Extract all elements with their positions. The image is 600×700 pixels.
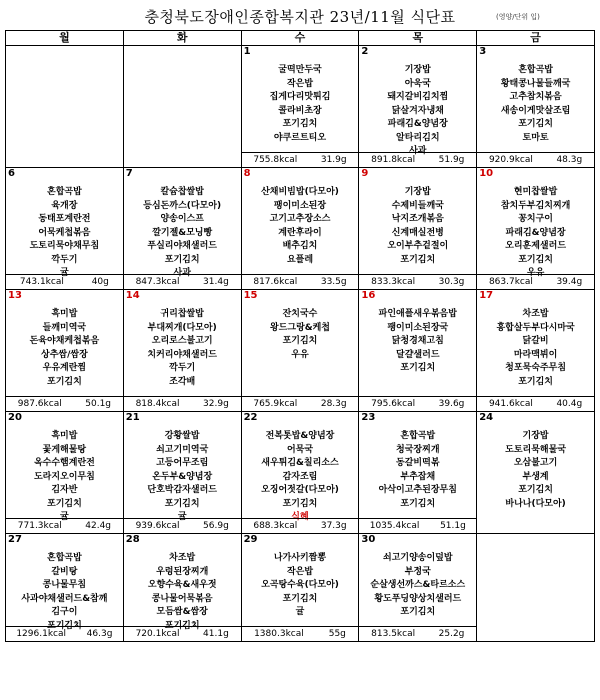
nutrition-row (242, 518, 359, 533)
menu-item: 흑미밥 (51, 431, 78, 441)
calories-value: 847.3kcal (135, 277, 180, 287)
menu-item: 굴떡만두국 (278, 65, 322, 75)
menu-list (477, 546, 594, 552)
protein-value: 40.4g (556, 399, 583, 409)
week-row (6, 168, 595, 290)
menu-item: 수제비들깨국 (391, 200, 444, 211)
menu-item: 포기김치 (518, 254, 553, 265)
weekday-header: 목 (359, 31, 477, 46)
day-number: 13 (8, 290, 22, 301)
day-number: 3 (479, 46, 487, 57)
menu-item: 귀리찹쌀밥 (160, 309, 204, 319)
menu-item: 어묵국 (286, 444, 314, 455)
menu-item: 포기김치 (400, 363, 436, 373)
day-cell (241, 534, 359, 642)
menu-item: 요플레 (286, 254, 314, 265)
menu-item: 오삼불고기 (513, 458, 558, 468)
menu-item: 돼지갈비김치찜 (387, 92, 449, 102)
calories-value: 941.6kcal (488, 399, 533, 409)
menu-item: 칼슘찹쌀밥 (160, 187, 204, 197)
day-number: 14 (125, 290, 140, 301)
nutrition-row (242, 626, 359, 641)
nutrition-row (359, 152, 476, 167)
menu-item: 포기김치 (164, 498, 200, 509)
menu-item: 팽이미소된장국 (387, 322, 449, 333)
day-number: 9 (361, 168, 369, 179)
menu-item: 감자조림 (282, 471, 318, 482)
protein-value: 39.4g (556, 277, 583, 287)
menu-item: 포기김치 (47, 498, 82, 509)
nutrition-row (359, 274, 476, 289)
menu-item: 포기김치 (47, 620, 82, 631)
menu-list (242, 180, 359, 267)
menu-item: 꽁치구이 (518, 214, 553, 224)
menu-item: 포기김치 (282, 336, 318, 346)
menu-item: 닭청경채고침 (391, 336, 444, 346)
menu-item: 포기김치 (400, 607, 436, 617)
protein-value: 32.9g (203, 399, 229, 409)
menu-item: 아삭이고추된장무침 (378, 485, 457, 495)
nutrition-row (477, 274, 594, 289)
day-cell (6, 534, 124, 642)
menu-item: 귤 (177, 512, 187, 522)
week-row (6, 534, 595, 642)
calories-value: 795.6kcal (371, 399, 416, 409)
week-row (6, 46, 595, 168)
nutrition-row (477, 396, 594, 411)
day-number: 15 (243, 290, 258, 301)
menu-item: 오향수육&새우젓 (147, 580, 217, 590)
menu-item: 파인애플새우볶음밥 (378, 309, 457, 319)
week-row (6, 290, 595, 412)
day-cell (477, 534, 595, 642)
menu-item: 고추참치볶음 (509, 92, 562, 102)
menu-item: 토마토 (522, 132, 549, 143)
protein-value: 46.3g (86, 629, 113, 639)
menu-item: 쇠고기미역국 (156, 444, 209, 455)
menu-item: 귤 (295, 607, 305, 617)
menu-item: 오곡탕수육(다모아) (261, 580, 339, 590)
day-number: 1 (243, 46, 251, 57)
menu-item: 갈비탕 (51, 566, 78, 577)
calories-value: 833.3kcal (371, 277, 416, 287)
menu-item: 순살생선까스&타르소스 (370, 580, 466, 590)
calories-value: 1380.3kcal (254, 629, 304, 639)
nutrition-row (359, 626, 476, 641)
menu-item: 김자반 (51, 485, 78, 495)
menu-item: 잔치국수 (282, 309, 318, 319)
day-cell (477, 46, 595, 168)
calories-value: 813.5kcal (371, 629, 416, 639)
calories-value: 688.3kcal (253, 521, 298, 531)
day-number: 29 (243, 534, 258, 545)
menu-item: 닭갈비 (522, 336, 549, 346)
menu-item: 황도푸딩양상치샐러드 (374, 593, 462, 604)
menu-item: 알타리김치 (396, 132, 440, 143)
menu-item: 동태포계란전 (38, 214, 91, 224)
menu-item: 차조밥 (169, 553, 196, 563)
day-number (6, 46, 123, 58)
day-cell (6, 46, 124, 168)
protein-value: 31.4g (203, 277, 229, 287)
menu-list (6, 302, 123, 389)
menu-list (359, 58, 476, 159)
calories-value: 939.6kcal (135, 521, 180, 531)
menu-item: 포기김치 (47, 376, 82, 387)
menu-list (6, 180, 123, 281)
menu-item: 야쿠르트티오 (273, 132, 327, 143)
menu-list (124, 302, 241, 389)
menu-item: 단호박감자샐러드 (147, 485, 217, 495)
menu-item: 우렁된장찌개 (156, 566, 209, 577)
menu-item: 양송이스프 (160, 214, 204, 224)
menu-item: 산채비빔밥(다모아) (261, 187, 339, 197)
menu-item: 꽃게해물탕 (42, 444, 87, 455)
menu-item: 포기김치 (400, 498, 436, 509)
calories-value: 863.7kcal (488, 277, 533, 287)
menu-list (242, 546, 359, 620)
menu-item: 깍두기 (169, 363, 196, 373)
protein-value: 30.3g (438, 277, 465, 287)
protein-value: 56.9g (203, 521, 229, 531)
menu-item: 치커리야채샐러드 (147, 349, 217, 360)
header (0, 0, 600, 30)
protein-value: 31.9g (320, 155, 347, 165)
calories-value: 1296.1kcal (16, 629, 66, 639)
menu-item: 새송이게맛살조림 (500, 105, 571, 116)
menu-item: 옥수수햄계란전 (33, 458, 95, 468)
menu-item: 왕드그랑&케첩 (269, 322, 330, 333)
menu-item: 혼합곡밥 (518, 65, 553, 75)
protein-value: 55g (328, 629, 346, 639)
menu-item: 달걀샐러드 (396, 349, 440, 360)
menu-item: 기장밥 (404, 65, 431, 75)
day-number (124, 46, 241, 58)
nutrition-row (242, 152, 359, 167)
protein-value: 50.1g (85, 399, 112, 409)
menu-item: 사과야채샐러드&참깨 (21, 593, 108, 604)
calories-value: 1035.4kcal (369, 521, 420, 531)
menu-item: 차조밥 (522, 309, 549, 319)
menu-item: 신계매실전병 (391, 227, 444, 238)
menu-item: 오리훈제샐러드 (505, 241, 567, 251)
weekday-header: 금 (477, 31, 595, 46)
menu-item: 기장밥 (404, 187, 431, 197)
day-cell (123, 534, 241, 642)
menu-item: 김구이 (51, 607, 78, 617)
menu-item: 사과 (173, 268, 191, 278)
calendar-body (6, 46, 595, 642)
nutrition-row (6, 626, 123, 641)
day-cell (123, 290, 241, 412)
menu-list (477, 180, 594, 281)
menu-item: 고등어무조림 (156, 458, 209, 468)
protein-value: 33.5g (320, 277, 347, 287)
menu-list (477, 302, 594, 389)
nutrition-row (124, 274, 241, 289)
menu-list (359, 302, 476, 376)
calories-value: 720.1kcal (135, 629, 180, 639)
menu-item: 상추쌈/쌈장 (41, 349, 88, 360)
protein-value: 51.9g (438, 155, 465, 165)
menu-item: 현미찹쌀밥 (513, 187, 558, 197)
menu-item: 배추김치 (282, 241, 318, 251)
day-cell (6, 168, 124, 290)
menu-list (6, 58, 123, 64)
menu-list (359, 424, 476, 511)
day-cell (241, 290, 359, 412)
menu-item: 우유계란찜 (42, 363, 87, 373)
day-cell (6, 290, 124, 412)
menu-item: 포기김치 (164, 254, 200, 265)
day-cell (359, 46, 477, 168)
menu-item: 새우튀김&칠리소스 (261, 458, 339, 468)
menu-item: 홍합살두부다시마국 (496, 322, 575, 333)
menu-item: 청포묵숙주무침 (505, 363, 567, 373)
calories-value: 771.3kcal (17, 521, 62, 531)
day-cell (477, 168, 595, 290)
menu-item: 돈육야채케첩볶음 (29, 336, 100, 346)
menu-item: 동갈비떡볶 (396, 458, 440, 468)
menu-item: 쇠고기양송이덮밥 (383, 553, 453, 563)
day-number: 27 (8, 534, 22, 545)
day-number: 28 (125, 534, 140, 545)
nutrition-row (477, 152, 594, 167)
menu-item: 모듬쌈&쌈장 (156, 607, 208, 617)
menu-item: 혼합곡밥 (400, 431, 436, 441)
menu-item: 부대찌개(다모아) (147, 322, 217, 333)
menu-list (359, 180, 476, 267)
menu-item: 낙지조개볶음 (391, 214, 444, 224)
menu-item: 우유 (526, 268, 545, 278)
calories-value: 891.8kcal (371, 155, 416, 165)
day-number: 20 (8, 412, 22, 423)
menu-item: 혼합곡밥 (47, 187, 82, 197)
menu-item: 콜라비초장 (278, 105, 322, 116)
menu-item: 파래김&양념장 (387, 119, 448, 129)
menu-list (124, 180, 241, 281)
menu-list (477, 58, 594, 145)
menu-item: 귤 (60, 268, 69, 278)
menu-item: 흑미밥 (51, 309, 78, 319)
menu-list (242, 424, 359, 525)
menu-item: 등심돈까스(다모아) (143, 200, 222, 211)
menu-item: 귤 (60, 512, 69, 522)
calories-value: 818.4kcal (135, 399, 180, 409)
menu-list (124, 58, 241, 64)
menu-item: 부생계 (522, 471, 549, 482)
day-cell (477, 290, 595, 412)
menu-list (6, 424, 123, 525)
nutrition-row (124, 396, 241, 411)
menu-item: 깍두기 (51, 254, 78, 265)
menu-calendar (5, 30, 595, 642)
day-cell (359, 168, 477, 290)
menu-item: 깔기젤&모닝빵 (152, 227, 213, 238)
menu-item: 포기김치 (400, 254, 436, 265)
menu-item: 포기김치 (518, 119, 553, 129)
menu-item: 푸실리야채샐러드 (147, 241, 217, 251)
protein-value: 37.3g (320, 521, 347, 531)
menu-item: 작은밥 (286, 566, 314, 577)
menu-item: 집게다리맛튀김 (269, 92, 331, 102)
menu-item: 어묵케첩볶음 (38, 227, 91, 238)
menu-list (124, 424, 241, 525)
menu-list (477, 424, 594, 511)
day-number: 7 (125, 168, 133, 179)
day-number: 2 (361, 46, 369, 57)
menu-item: 팽이미소된장 (273, 200, 327, 211)
day-cell (359, 412, 477, 534)
weekday-header-row (6, 31, 595, 46)
menu-item: 전복톳밥&양념장 (265, 431, 335, 441)
day-number: 17 (479, 290, 494, 301)
menu-item: 육개장 (51, 200, 78, 211)
day-number: 10 (479, 168, 494, 179)
nutrition-row (6, 518, 123, 533)
protein-value: 42.4g (85, 521, 112, 531)
menu-list (242, 58, 359, 145)
day-cell (241, 168, 359, 290)
day-cell (477, 412, 595, 534)
menu-item: 아욱국 (404, 78, 431, 89)
menu-item: 닭살겨자냉채 (391, 105, 444, 116)
menu-item: 오징어젓갈(다모아) (261, 485, 339, 495)
day-cell (359, 290, 477, 412)
day-cell (123, 412, 241, 534)
day-number: 23 (361, 412, 376, 423)
menu-list (6, 546, 123, 633)
menu-item: 포기김치 (518, 376, 553, 387)
nutrition-row (359, 518, 476, 533)
day-number: 24 (479, 412, 494, 423)
page-subtitle: (영양/단위 입) (496, 13, 540, 21)
menu-list (124, 546, 241, 633)
page-title: 충청북도장애인종합복지관 23년/11월 식단표 (144, 8, 456, 26)
menu-item: 포기김치 (518, 485, 553, 495)
weekday-header: 수 (241, 31, 359, 46)
menu-item: 도토리묵해물국 (505, 444, 567, 455)
menu-item: 콩나물어묵볶음 (151, 593, 213, 604)
day-cell (6, 412, 124, 534)
menu-item: 나가사키짬뽕 (273, 553, 327, 563)
menu-item: 마라맥뷔이 (513, 349, 558, 360)
day-cell (123, 46, 241, 168)
menu-item: 오이부추겉절이 (387, 241, 449, 251)
nutrition-row (6, 396, 123, 411)
menu-item: 고기고추장소스 (269, 214, 331, 224)
protein-value: 25.2g (438, 629, 465, 639)
calories-value: 755.8kcal (253, 155, 298, 165)
menu-item: 강황쌀밥 (164, 431, 200, 441)
menu-item: 포기김치 (282, 119, 318, 129)
protein-value: 41.1g (203, 629, 229, 639)
nutrition-row (6, 274, 123, 289)
menu-item: 우유 (291, 349, 309, 360)
menu-item: 작은밥 (286, 78, 314, 89)
protein-value: 51.1g (440, 521, 466, 531)
menu-item: 온두부&양념장 (152, 471, 213, 482)
menu-item: 부정국 (404, 566, 431, 577)
menu-item: 포기김치 (164, 620, 200, 631)
nutrition-row (242, 396, 359, 411)
nutrition-row (242, 274, 359, 289)
day-cell (241, 412, 359, 534)
menu-item: 도토리묵야채무침 (29, 241, 100, 251)
menu-item: 계란후라이 (278, 227, 322, 238)
protein-value: 48.3g (556, 155, 583, 165)
calories-value: 743.1kcal (19, 277, 64, 287)
nutrition-row (124, 626, 241, 641)
week-row (6, 412, 595, 534)
menu-item: 참치두부김치찌개 (500, 200, 571, 211)
weekday-header: 화 (123, 31, 241, 46)
menu-list (242, 302, 359, 362)
protein-value: 39.6g (438, 399, 465, 409)
day-number: 6 (8, 168, 15, 179)
day-number: 8 (243, 168, 251, 179)
menu-item: 조각배 (169, 376, 196, 387)
day-number: 22 (243, 412, 258, 423)
menu-item: 콩나물무침 (42, 580, 87, 590)
protein-value: 28.3g (320, 399, 347, 409)
protein-value: 40g (91, 277, 109, 287)
day-cell (241, 46, 359, 168)
calories-value: 987.6kcal (17, 399, 62, 409)
menu-item: 사과 (409, 146, 427, 156)
calories-value: 817.6kcal (253, 277, 298, 287)
calories-value: 765.9kcal (253, 399, 298, 409)
nutrition-row (359, 396, 476, 411)
calories-value: 920.9kcal (488, 155, 533, 165)
menu-item: 바나나(다모아) (505, 498, 566, 509)
menu-item: 기장밥 (522, 431, 549, 441)
nutrition-row (124, 518, 241, 533)
menu-list (359, 546, 476, 620)
weekday-header: 월 (6, 31, 124, 46)
menu-item: 오리로스불고기 (151, 336, 213, 346)
day-cell (359, 534, 477, 642)
menu-item: 포기김치 (282, 498, 318, 509)
menu-item: 청국장찌개 (396, 444, 440, 455)
menu-item: 식혜 (291, 512, 309, 522)
menu-item: 황태콩나물들깨국 (500, 78, 571, 89)
menu-item: 포기김치 (282, 593, 318, 604)
day-number: 30 (361, 534, 376, 545)
day-cell (123, 168, 241, 290)
menu-item: 부추잡채 (400, 471, 436, 482)
day-number: 16 (361, 290, 376, 301)
day-number: 21 (125, 412, 140, 423)
menu-item: 들깨미역국 (42, 322, 87, 333)
menu-item: 도라지오이무침 (33, 471, 95, 482)
day-number (477, 534, 594, 546)
menu-item: 파래김&양념장 (505, 227, 566, 238)
menu-item: 혼합곡밥 (47, 553, 82, 563)
